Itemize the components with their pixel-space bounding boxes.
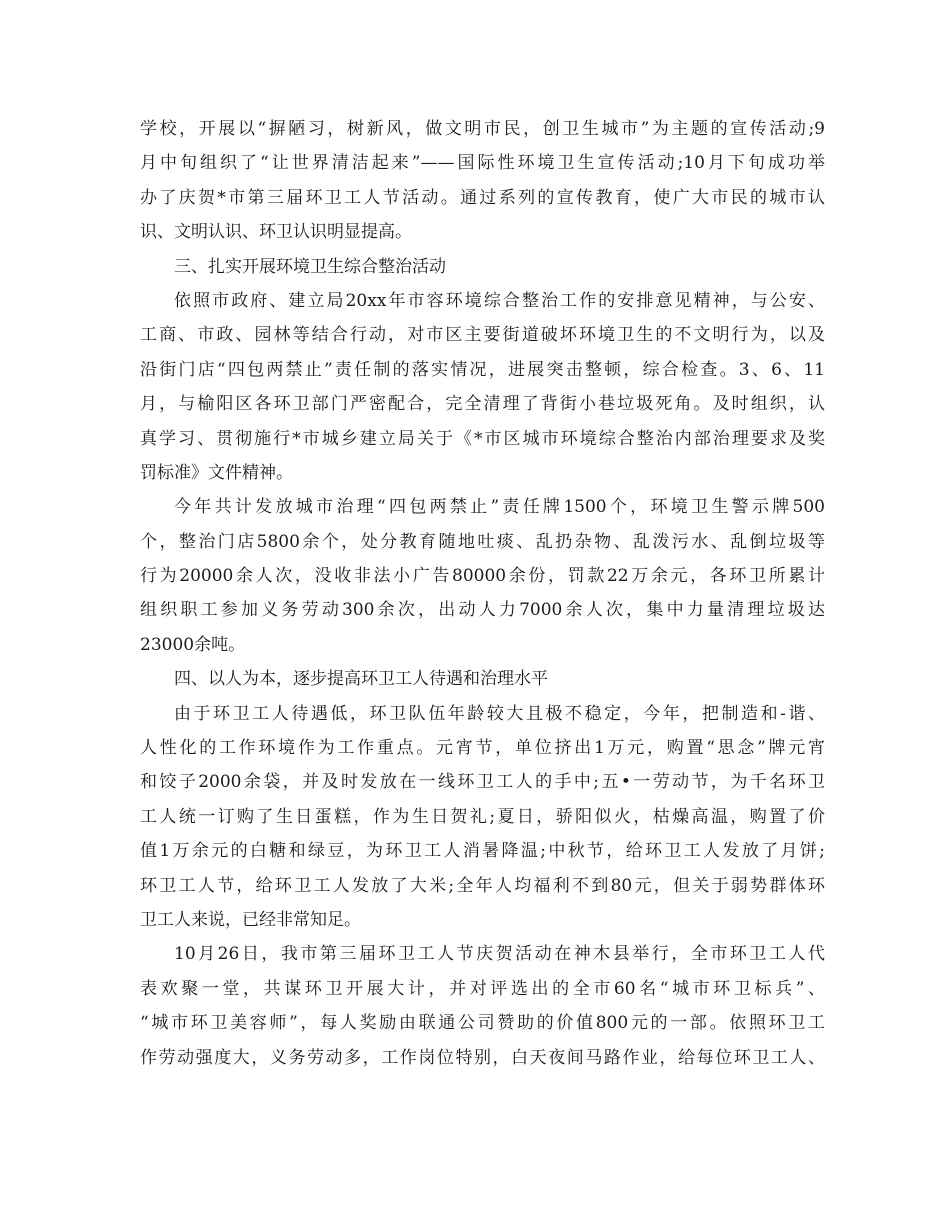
- text-line: 学校，开展以“摒陋习，树新风，做文明市民，创卫生城市”为主题的宣传活动;9: [140, 119, 825, 139]
- text-line: 卫工人来说，已经非常知足。: [140, 909, 361, 930]
- text-line: 工商、市政、园林等结合行动，对市区主要街道破坏环境卫生的不文明行为，以及: [140, 325, 825, 346]
- text-line: 月中旬组织了“让世界清洁起来”——国际性环境卫生宣传活动;10月下旬成功举: [140, 153, 825, 174]
- text-line: 组织职工参加义务劳动300余次，出动人力7000余人次，集中力量清理垃圾达: [140, 600, 825, 621]
- text-line: 个，整治门店5800余个，处分教育随地吐痰、乱扔杂物、乱泼污水、乱倒垃圾等: [140, 531, 825, 552]
- text-line: 行为20000余人次，没收非法小广告80000余份，罚款22万余元，各环卫所累计: [140, 566, 825, 587]
- section-heading: 三、扎实开展环境卫生综合整治活动: [174, 256, 446, 277]
- text-line: 沿街门店“四包两禁止”责任制的落实情况，进展突击整顿，综合检查。3、6、11: [140, 359, 825, 380]
- text-line: 办了庆贺*市第三届环卫工人节活动。通过系列的宣传教育，使广大市民的城市认: [140, 187, 825, 208]
- text-line: 10月26日，我市第三届环卫工人节庆贺活动在神木县举行，全市环卫工人代: [174, 944, 825, 965]
- text-line: 工人统一订购了生日蛋糕，作为生日贺礼;夏日，骄阳似火，枯燥高温，购置了价: [140, 806, 825, 827]
- text-line: 人性化的工作环境作为工作重点。元宵节，单位挤出1万元，购置“思念”牌元宵: [140, 738, 825, 759]
- text-line: 和饺子2000余袋，并及时发放在一线环卫工人的手中;五•一劳动节，为千名环卫: [140, 772, 825, 793]
- text-line: “城市环卫美容师”，每人奖励由联通公司赞助的价值800元的一部。依照环卫工: [140, 1013, 825, 1034]
- text-line: 识、文明认识、环卫认识明显提高。: [140, 222, 412, 243]
- text-line: 真学习、贯彻施行*市城乡建立局关于《*市区城市环境综合整治内部治理要求及奖: [140, 428, 825, 449]
- text-line: 月，与榆阳区各环卫部门严密配合，完全清理了背街小巷垃圾死角。及时组织，认: [140, 394, 825, 415]
- document-body: [140, 112, 825, 1075]
- text-line: 今年共计发放城市治理“四包两禁止”责任牌1500个，环境卫生警示牌500: [174, 497, 825, 518]
- text-line: 23000余吨。: [140, 634, 246, 655]
- text-line: 值1万余元的白糖和绿豆，为环卫工人消暑降温;中秋节，给环卫工人发放了月饼;: [140, 841, 825, 862]
- text-line: 作劳动强度大，义务劳动多，工作岗位特别，白天夜间马路作业，给每位环卫工人、: [140, 1047, 825, 1068]
- text-line: 罚标准》文件精神。: [140, 462, 293, 483]
- text-line: 依照市政府、建立局20xx年市容环境综合整治工作的安排意见精神，与公安、: [174, 290, 825, 311]
- text-line: 环卫工人节，给环卫工人发放了大米;全年人均福利不到80元，但关于弱势群体环: [140, 875, 825, 896]
- section-heading: 四、以人为本，逐步提高环卫工人待遇和治理水平: [174, 669, 548, 690]
- text-line: 由于环卫工人待遇低，环卫队伍年龄较大且极不稳定，今年，把制造和-谐、: [174, 703, 825, 724]
- text-line: 表欢聚一堂，共谋环卫开展大计，并对评选出的全市60名“城市环卫标兵”、: [140, 978, 825, 999]
